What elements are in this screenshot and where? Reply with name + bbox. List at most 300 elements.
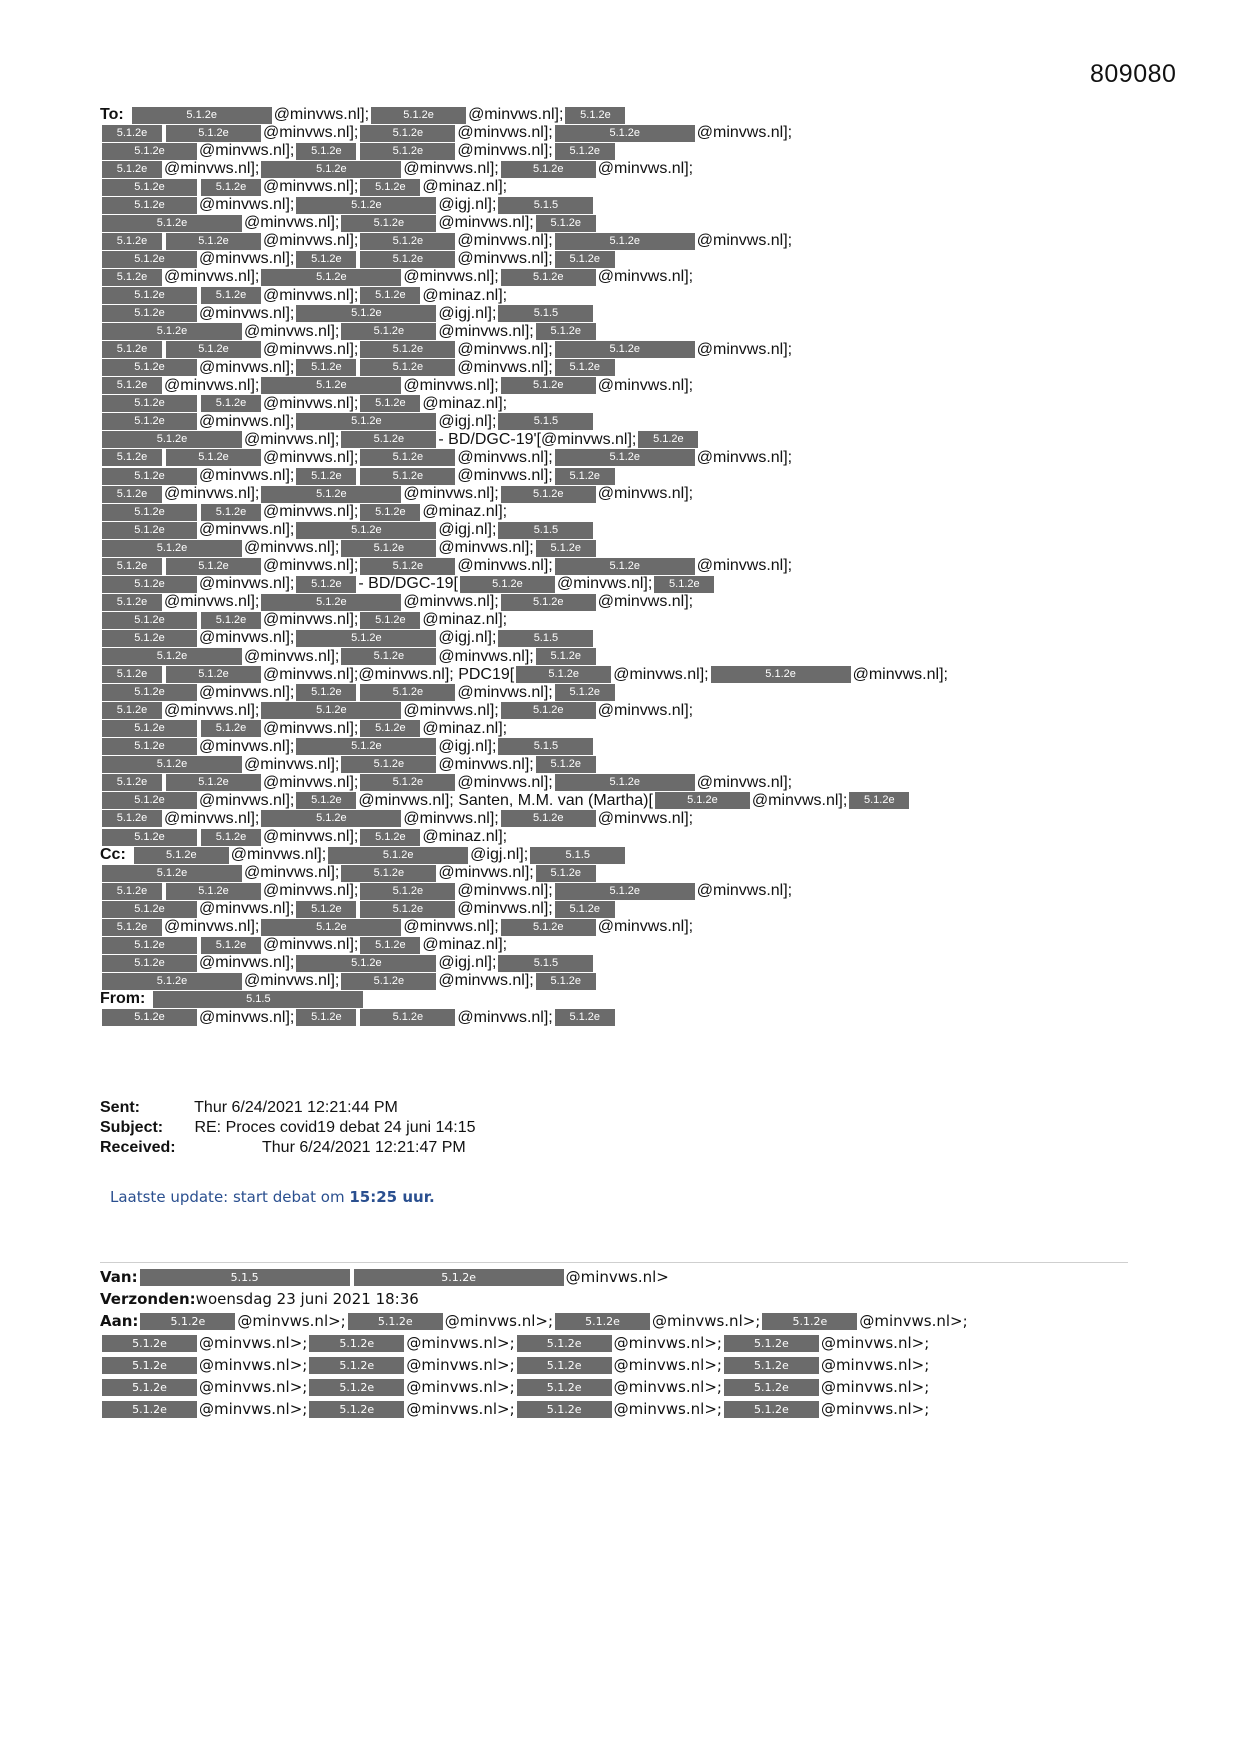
- redaction-box: 5.1.5: [498, 738, 593, 755]
- email-domain: @minvws.nl];: [199, 521, 295, 539]
- email-domain: @minvws.nl];: [403, 485, 499, 503]
- verzonden-label: Verzonden:: [100, 1290, 196, 1308]
- redaction-box: 5.1.2e: [296, 901, 356, 918]
- redaction-box: 5.1.2e: [341, 540, 436, 557]
- redaction-box: 5.1.2e: [201, 395, 261, 412]
- email-domain: @minvws.nl];: [541, 430, 637, 448]
- email-domain: @minvws.nl];: [199, 629, 295, 647]
- email-domain: @minvws.nl];: [597, 485, 694, 503]
- email-domain: @igj.nl];: [438, 304, 497, 322]
- van-domain: @minvws.nl>: [565, 1268, 669, 1286]
- redaction-box: 5.1.2e: [341, 973, 436, 990]
- recipient-row: [100, 701, 1140, 721]
- redaction-box: 5.1.2e: [201, 287, 261, 304]
- received-row: [100, 1138, 476, 1158]
- redaction-box: 5.1.2e: [555, 468, 615, 485]
- email-domain: @minvws.nl];: [696, 882, 793, 900]
- recipient-row: [100, 376, 1140, 396]
- email-domain: @minaz.nl];: [422, 719, 508, 737]
- recipient-row: [100, 881, 1140, 901]
- redaction-box: 5.1.2e: [360, 504, 420, 521]
- email-domain: @minvws.nl];: [696, 773, 793, 791]
- email-domain: @minvws.nl];: [199, 304, 295, 322]
- email-domain: @minvws.nl];: [457, 900, 553, 918]
- email-domain: @minvws.nl];: [438, 864, 534, 882]
- email-domain: @minvws.nl];: [403, 918, 499, 936]
- email-domain: @minvws.nl];: [696, 124, 793, 142]
- recipient-row: [100, 466, 1140, 486]
- aan-domain: @minvws.nl>;: [820, 1334, 930, 1352]
- email-domain: @minvws.nl];: [199, 196, 295, 214]
- email-domain: @minvws.nl];: [457, 250, 553, 268]
- redaction-box: 5.1.2e: [555, 251, 615, 268]
- aan-domain: @minvws.nl>;: [406, 1378, 515, 1396]
- redaction-box: 5.1.2e: [501, 269, 596, 286]
- email-domain: @minvws.nl];: [438, 647, 534, 665]
- redaction-box: 5.1.2e: [102, 919, 162, 936]
- redaction-box: 5.1.2e: [261, 810, 401, 827]
- email-domain: @minaz.nl];: [422, 178, 508, 196]
- redaction-box: 5.1.2e: [102, 702, 162, 719]
- recipient-row: [100, 430, 1140, 450]
- email-domain: @igj.nl];: [438, 412, 497, 430]
- email-domain: @igj.nl];: [438, 954, 497, 972]
- redaction-box: 5.1.2e: [102, 395, 197, 412]
- redaction-box: 5.1.2e: [102, 215, 242, 232]
- redaction-box: 5.1.2e: [517, 1379, 612, 1396]
- redaction-box: 5.1.2e: [102, 1379, 197, 1396]
- redaction-box: 5.1.2e: [102, 901, 197, 918]
- redaction-box: 5.1.2e: [296, 413, 436, 430]
- email-meta: [100, 1098, 476, 1158]
- email-domain: @minvws.nl];: [403, 268, 499, 286]
- email-domain: @minvws.nl];: [244, 864, 340, 882]
- email-domain: @minvws.nl];: [457, 232, 553, 250]
- email-domain: @minvws.nl];: [263, 611, 359, 629]
- recipient-row: [100, 971, 1140, 991]
- redaction-box: 5.1.2e: [555, 774, 695, 791]
- redaction-box: 5.1.2e: [102, 269, 162, 286]
- email-domain: @minvws.nl];: [457, 142, 553, 160]
- recipient-row: [100, 845, 1140, 865]
- redaction-box: 5.1.5: [498, 955, 593, 972]
- redaction-box: 5.1.2e: [555, 449, 695, 466]
- redaction-box: 5.1.2e: [296, 1009, 356, 1026]
- redaction-box: 5.1.5: [498, 305, 593, 322]
- email-domain: @minvws.nl];: [164, 918, 260, 936]
- redaction-box: 5.1.2e: [102, 558, 162, 575]
- email-domain: @minvws.nl];: [457, 124, 553, 142]
- redaction-box: 5.1.2e: [102, 377, 162, 394]
- recipient-row: [100, 773, 1140, 793]
- update-note: [110, 1188, 435, 1206]
- redaction-box: 5.1.2e: [360, 684, 455, 701]
- aan-domain: @minvws.nl>;: [613, 1334, 722, 1352]
- aan-domain: @minvws.nl>;: [613, 1356, 722, 1374]
- email-domain: @minaz.nl];: [422, 503, 508, 521]
- email-domain: @minvws.nl];: [199, 1008, 295, 1026]
- email-domain: @minvws.nl];: [244, 647, 340, 665]
- redaction-box: 5.1.2e: [102, 955, 197, 972]
- redaction-box: 5.1.2e: [360, 287, 420, 304]
- redaction-box: 5.1.2e: [501, 702, 596, 719]
- aan-domain: @minvws.nl>;: [613, 1400, 722, 1418]
- email-domain: @minvws.nl];: [263, 340, 359, 358]
- aan-domain: @minvws.nl>;: [444, 1312, 554, 1330]
- redaction-box: 5.1.2e: [460, 576, 555, 593]
- redaction-box: 5.1.2e: [517, 1357, 612, 1374]
- email-domain: @minvws.nl];: [457, 467, 553, 484]
- recipient-row: [100, 647, 1140, 667]
- update-time: 15:25 uur.: [349, 1188, 435, 1206]
- redaction-box: 5.1.2e: [360, 468, 455, 485]
- aan-domain: @minvws.nl>;: [199, 1378, 308, 1396]
- redaction-box: 5.1.2e: [555, 1009, 615, 1026]
- recipient-row: [100, 556, 1140, 576]
- redaction-box: 5.1.2e: [296, 468, 356, 485]
- redaction-box: 5.1.2e: [102, 125, 162, 142]
- recipient-row: [100, 755, 1140, 775]
- email-domain: @minvws.nl];: [263, 773, 359, 791]
- email-domain: @minvws.nl];: [457, 340, 553, 358]
- recipient-row: [100, 863, 1140, 883]
- recipient-row: [100, 538, 1140, 558]
- recipient-row: [100, 159, 1140, 179]
- redaction-box: 5.1.2e: [536, 648, 596, 665]
- redaction-box: 5.1.2e: [296, 684, 356, 701]
- aan-domain: @minvws.nl>;: [859, 1312, 968, 1330]
- aan-domain: @minvws.nl>;: [199, 1400, 308, 1418]
- redaction-box: 5.1.2e: [724, 1379, 819, 1396]
- update-prefix: Laatste update: start debat om: [110, 1188, 350, 1206]
- redaction-box: 5.1.2e: [296, 305, 436, 322]
- email-domain: @minvws.nl];: [199, 250, 295, 268]
- redaction-box: 5.1.2e: [166, 233, 261, 250]
- redaction-box: 5.1.2e: [849, 792, 909, 809]
- redaction-box: 5.1.2e: [166, 883, 261, 900]
- redaction-box: 5.1.2e: [296, 955, 436, 972]
- redaction-box: 5.1.2e: [536, 756, 596, 773]
- redaction-box: 5.1.5: [140, 1269, 350, 1286]
- email-domain: @minvws.nl];: [244, 430, 340, 448]
- redaction-box: 5.1.2e: [360, 901, 455, 918]
- email-domain: @minvws.nl];: [403, 376, 499, 394]
- email-domain: @igj.nl];: [470, 846, 529, 864]
- redaction-box: 5.1.2e: [501, 161, 596, 178]
- recipient-row: [100, 809, 1140, 829]
- redaction-box: 5.1.2e: [296, 522, 436, 539]
- redaction-box: 5.1.2e: [724, 1401, 819, 1418]
- email-domain: @minvws.nl];: [199, 412, 295, 430]
- redaction-box: 5.1.2e: [261, 594, 401, 611]
- redaction-box: 5.1.2e: [102, 648, 242, 665]
- sent-value: Thur 6/24/2021 12:21:44 PM: [194, 1099, 398, 1116]
- email-domain: @minvws.nl];: [164, 376, 260, 394]
- redaction-box: 5.1.2e: [166, 774, 261, 791]
- recipient-row: [100, 520, 1140, 540]
- recipient-row: [100, 791, 1140, 811]
- recipient-row: [100, 610, 1140, 630]
- redaction-box: 5.1.2e: [501, 919, 596, 936]
- document-number: 809080: [1090, 60, 1177, 88]
- redaction-box: 5.1.2e: [102, 431, 242, 448]
- email-domain: @minvws.nl];: [597, 701, 694, 719]
- recipient-row: [100, 340, 1140, 360]
- redaction-box: 5.1.2e: [296, 251, 356, 268]
- email-domain: @minvws.nl];: [438, 755, 534, 773]
- redaction-box: 5.1.2e: [360, 359, 455, 376]
- recipient-row: [100, 989, 1140, 1009]
- email-domain: @minvws.nl];: [199, 791, 295, 809]
- redaction-box: 5.1.2e: [328, 847, 468, 864]
- email-domain: @minvws.nl];: [403, 701, 499, 719]
- redaction-box: 5.1.2e: [201, 504, 261, 521]
- redaction-box: 5.1.2e: [555, 341, 695, 358]
- email-domain: @minvws.nl];: [199, 142, 295, 160]
- aan-domain: @minvws.nl>;: [820, 1400, 930, 1418]
- aan-domain: @minvws.nl>;: [237, 1312, 346, 1330]
- redaction-box: 5.1.2e: [296, 630, 436, 647]
- redaction-box: 5.1.2e: [360, 720, 420, 737]
- aan-domain: @minvws.nl>;: [199, 1334, 308, 1352]
- redaction-box: 5.1.2e: [102, 630, 197, 647]
- email-domain: @minvws.nl];: [457, 882, 553, 900]
- recipient-row: [100, 502, 1140, 522]
- redaction-box: 5.1.2e: [166, 666, 261, 683]
- recipient-row: [100, 628, 1140, 648]
- forward-divider: [100, 1262, 1128, 1263]
- redaction-box: 5.1.2e: [296, 738, 436, 755]
- redaction-box: 5.1.2e: [724, 1357, 819, 1374]
- email-domain: @minvws.nl];: [164, 485, 260, 503]
- redaction-box: 5.1.2e: [655, 792, 750, 809]
- redaction-box: 5.1.2e: [501, 594, 596, 611]
- email-domain: @minvws.nl];: [613, 665, 709, 683]
- redaction-box: 5.1.2e: [501, 810, 596, 827]
- redaction-box: 5.1.2e: [296, 792, 356, 809]
- received-label: Received:: [100, 1139, 176, 1156]
- sent-label: Sent:: [100, 1099, 140, 1116]
- email-domain: @minvws.nl];: [273, 106, 370, 123]
- email-domain: @minvws.nl];: [556, 575, 653, 593]
- subject-value: RE: Proces covid19 debat 24 juni 14:15: [194, 1119, 476, 1136]
- redaction-box: 5.1.2e: [354, 1269, 564, 1286]
- redaction-box: 5.1.2e: [102, 233, 162, 250]
- redaction-box: 5.1.2e: [102, 287, 197, 304]
- email-domain: @minvws.nl];: [263, 719, 359, 737]
- redaction-box: 5.1.2e: [360, 395, 420, 412]
- email-domain: @minvws.nl];: [597, 268, 694, 286]
- redaction-box: 5.1.2e: [536, 540, 596, 557]
- redaction-box: 5.1.2e: [102, 576, 197, 593]
- email-domain: @minvws.nl];: [263, 124, 359, 142]
- email-domain: @minvws.nl];: [263, 394, 359, 412]
- redaction-box: 5.1.2e: [517, 1401, 612, 1418]
- redaction-box: 5.1.5: [498, 630, 593, 647]
- redaction-box: 5.1.2e: [341, 865, 436, 882]
- redaction-box: 5.1.2e: [102, 540, 242, 557]
- email-domain: @minvws.nl];: [244, 755, 340, 773]
- recipient-row: [100, 231, 1140, 251]
- from-redaction: 5.1.5: [153, 991, 363, 1008]
- email-domain: @minaz.nl];: [422, 828, 508, 845]
- redaction-box: 5.1.2e: [166, 125, 261, 142]
- redaction-box: 5.1.2e: [261, 702, 401, 719]
- email-domain: @minvws.nl];: [468, 106, 564, 123]
- redaction-box: 5.1.2e: [102, 522, 197, 539]
- redaction-box: 5.1.2e: [102, 468, 197, 485]
- email-domain: @minvws.nl];: [696, 557, 793, 575]
- redaction-box: 5.1.2e: [501, 486, 596, 503]
- recipient-row: [100, 899, 1140, 919]
- redaction-box: 5.1.2e: [102, 810, 162, 827]
- redaction-box: 5.1.2e: [102, 413, 197, 430]
- received-value: Thur 6/24/2021 12:21:47 PM: [262, 1139, 466, 1156]
- redaction-box: 5.1.2e: [102, 1009, 197, 1026]
- redaction-box: 5.1.2e: [102, 323, 242, 340]
- redaction-box: 5.1.2e: [102, 1357, 197, 1374]
- email-domain: @minvws.nl];: [403, 809, 499, 827]
- email-domain: @igj.nl];: [438, 737, 497, 755]
- redaction-box: 5.1.2e: [102, 359, 197, 376]
- email-domain: @minvws.nl];: [457, 557, 553, 575]
- email-domain: @minvws.nl];: [457, 358, 553, 376]
- email-domain: @igj.nl];: [438, 196, 497, 214]
- recipient-name: - BD/DGC-19[: [358, 575, 458, 593]
- email-domain: @minvws.nl];: [597, 593, 694, 611]
- recipient-row: [100, 195, 1140, 215]
- redaction-box: 5.1.2e: [360, 937, 420, 954]
- email-domain: @minvws.nl];: [696, 232, 793, 250]
- redaction-box: 5.1.2e: [102, 829, 197, 846]
- recipient-row: [100, 484, 1140, 504]
- redaction-box: 5.1.2e: [166, 341, 261, 358]
- redaction-box: 5.1.2e: [371, 107, 466, 124]
- email-domain: @minvws.nl];: [403, 160, 499, 178]
- redaction-box: 5.1.2e: [261, 269, 401, 286]
- email-domain: @minvws.nl];: [597, 160, 694, 178]
- recipient-row: [100, 358, 1140, 378]
- redaction-box: 5.1.2e: [360, 341, 455, 358]
- redaction-box: 5.1.2e: [140, 1313, 235, 1330]
- redaction-box: 5.1.2e: [201, 720, 261, 737]
- recipient-row: [100, 123, 1140, 143]
- email-domain: @minvws.nl];: [244, 214, 340, 232]
- redaction-box: 5.1.2e: [309, 1335, 404, 1352]
- redaction-box: 5.1.2e: [360, 179, 420, 196]
- email-domain: @minvws.nl];: [403, 593, 499, 611]
- recipient-row: [100, 448, 1140, 468]
- email-domain: @minvws.nl];: [199, 954, 295, 972]
- aan-domain: @minvws.nl>;: [199, 1356, 308, 1374]
- recipient-row: [100, 304, 1140, 324]
- redaction-box: 5.1.2e: [341, 215, 436, 232]
- redaction-box: 5.1.2e: [565, 107, 625, 124]
- redaction-box: 5.1.2e: [341, 756, 436, 773]
- recipient-row: [100, 953, 1140, 973]
- subject-label: Subject:: [100, 1119, 164, 1136]
- recipient-row: [100, 412, 1140, 432]
- email-domain: @minvws.nl];: [438, 322, 534, 340]
- email-domain: @minvws.nl];: [457, 448, 553, 466]
- redaction-box: 5.1.2e: [102, 449, 162, 466]
- redaction-box: 5.1.2e: [536, 865, 596, 882]
- redaction-box: 5.1.2e: [261, 161, 401, 178]
- redaction-box: 5.1.2e: [309, 1379, 404, 1396]
- recipient-row: [100, 105, 1140, 125]
- redaction-box: 5.1.2e: [201, 829, 261, 846]
- email-domain: @minvws.nl];: [199, 683, 295, 701]
- recipient-row: [100, 1008, 1140, 1028]
- recipient-row: [100, 592, 1140, 612]
- email-domain: @minvws.nl];: [244, 539, 340, 557]
- aan-label: Aan:: [100, 1312, 139, 1330]
- forwarded-header: [100, 1266, 1140, 1420]
- recipient-row: [100, 719, 1140, 739]
- redaction-box: 5.1.2e: [654, 576, 714, 593]
- redaction-box: 5.1.5: [530, 847, 625, 864]
- email-domain: @minvws.nl];: [164, 809, 260, 827]
- email-domain: @minvws.nl];: [263, 936, 359, 954]
- email-domain: @minvws.nl];: [457, 683, 553, 701]
- redaction-box: 5.1.2e: [102, 792, 197, 809]
- email-domain: @minvws.nl];: [263, 448, 359, 466]
- redaction-box: 5.1.2e: [102, 666, 162, 683]
- redaction-box: 5.1.2e: [102, 720, 197, 737]
- redaction-box: 5.1.2e: [536, 973, 596, 990]
- recipient-row: [100, 177, 1140, 197]
- recipient-row: [100, 917, 1140, 937]
- redaction-box: 5.1.2e: [102, 684, 197, 701]
- aan-domain: @minvws.nl>;: [406, 1334, 515, 1352]
- email-domain: @minvws.nl];: [199, 575, 295, 593]
- from-label: From:: [100, 990, 146, 1008]
- email-domain: @minvws.nl];: [164, 701, 260, 719]
- email-domain: @minvws.nl];: [438, 972, 534, 990]
- redaction-box: 5.1.2e: [555, 125, 695, 142]
- redaction-box: 5.1.2e: [501, 377, 596, 394]
- aan-row: [100, 1398, 1140, 1420]
- recipient-row: [100, 394, 1140, 414]
- redaction-box: 5.1.2e: [360, 1009, 455, 1026]
- redaction-box: 5.1.2e: [536, 215, 596, 232]
- email-domain: @minvws.nl];: [263, 178, 359, 196]
- email-domain: @minvws.nl];: [438, 539, 534, 557]
- email-domain: @minvws.nl];: [164, 160, 260, 178]
- email-domain: @minvws.nl];: [263, 503, 359, 521]
- redaction-box: 5.1.2e: [360, 829, 420, 846]
- email-domain: @minvws.nl];: [751, 791, 848, 809]
- recipient-row: [100, 141, 1140, 161]
- redaction-box: 5.1.2e: [102, 197, 197, 214]
- recipient-row: [100, 249, 1140, 269]
- recipient-row: [100, 665, 1140, 685]
- redaction-box: 5.1.2e: [102, 973, 242, 990]
- aan-domain: @minvws.nl>;: [820, 1356, 930, 1374]
- redaction-box: 5.1.2e: [102, 143, 197, 160]
- redaction-box: 5.1.2e: [296, 359, 356, 376]
- redaction-box: 5.1.2e: [360, 143, 455, 160]
- subject-row: [100, 1118, 476, 1138]
- redaction-box: 5.1.2e: [360, 612, 420, 629]
- redaction-box: 5.1.2e: [201, 612, 261, 629]
- email-domain: @minvws.nl];: [263, 882, 359, 900]
- email-domain: @minvws.nl];: [244, 322, 340, 340]
- email-domain: @minaz.nl];: [422, 394, 508, 412]
- redaction-box: 5.1.5: [498, 522, 593, 539]
- aan-row: [100, 1310, 1140, 1332]
- email-domain: @minvws.nl];: [263, 286, 359, 304]
